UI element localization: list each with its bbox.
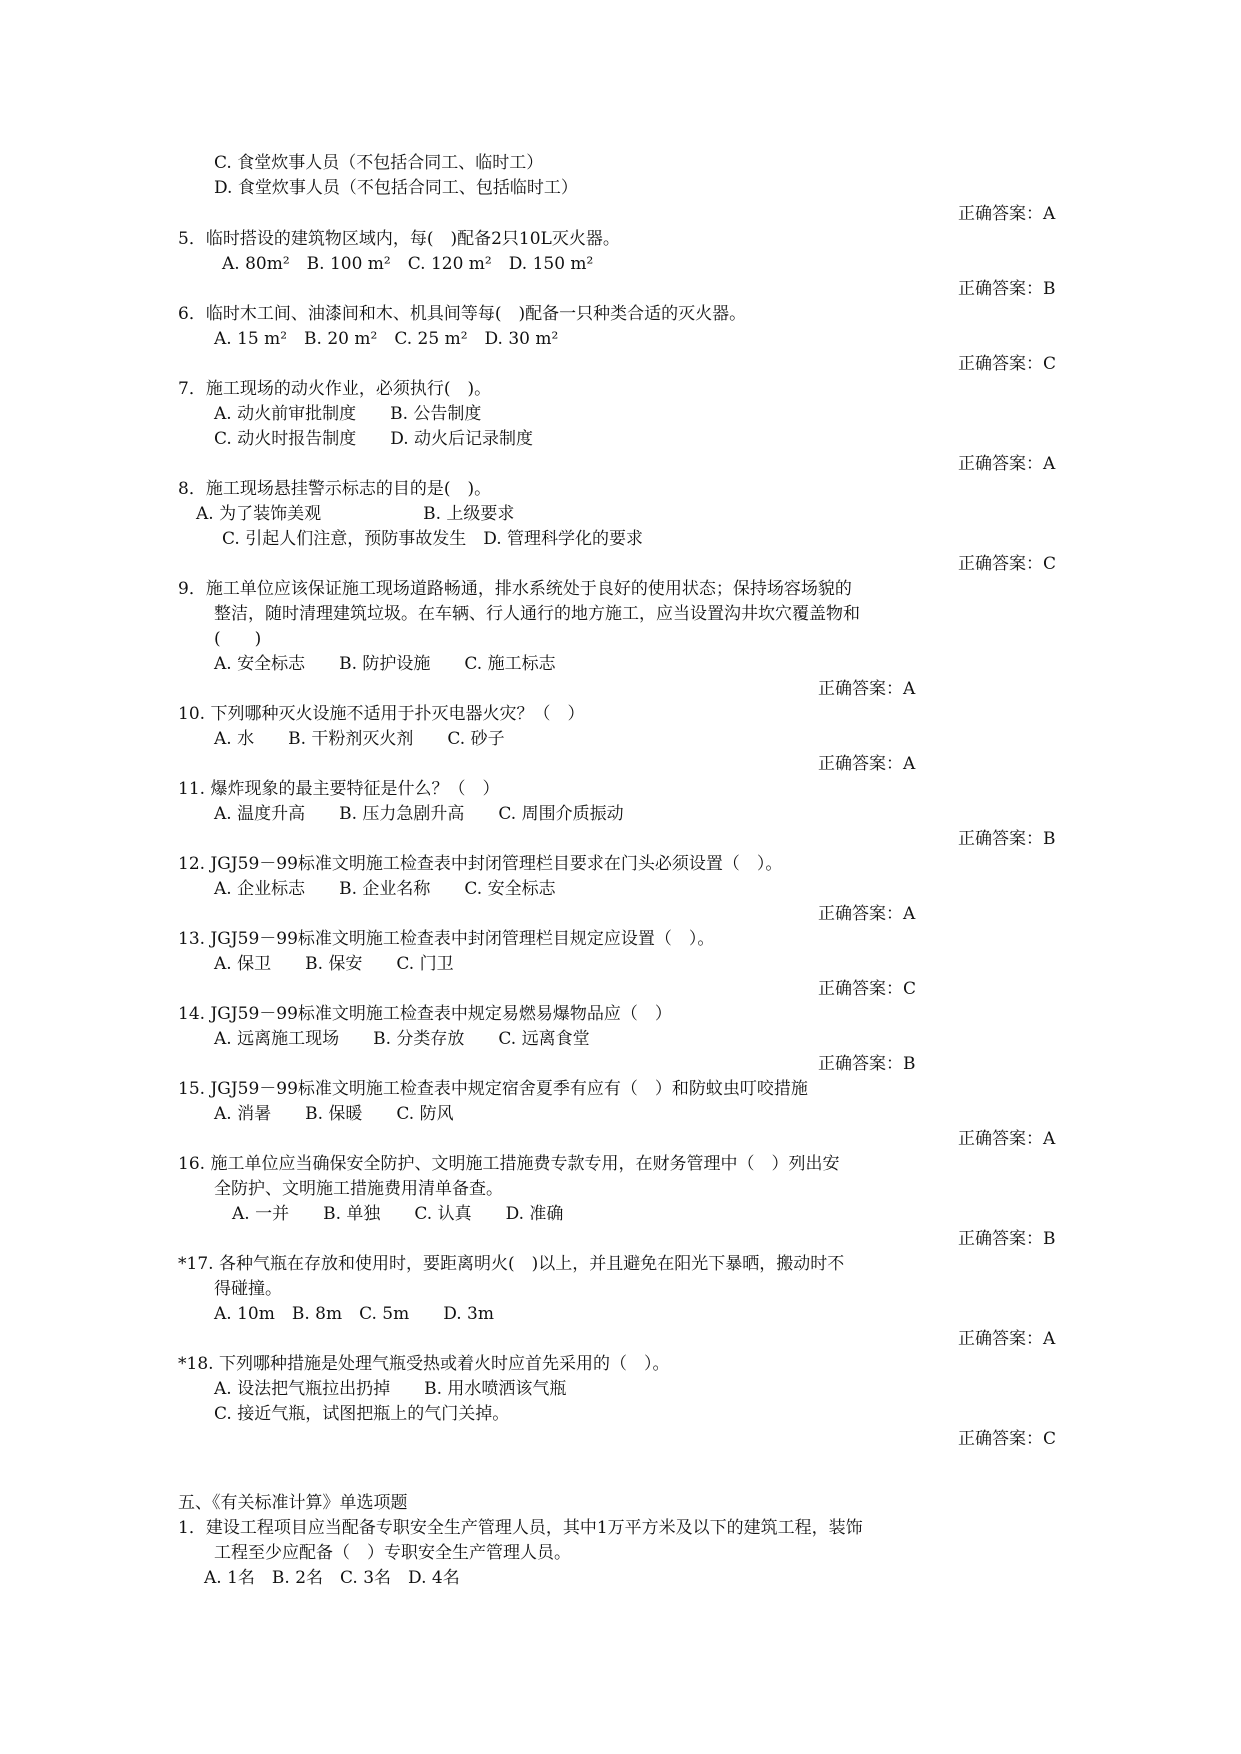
- option-line: C. 动火时报告制度 D. 动火后记录制度: [214, 429, 534, 449]
- option-line: D. 食堂炊事人员（不包括合同工、包括临时工）: [214, 178, 578, 198]
- question-16: 16. 施工单位应当确保安全防护、文明施工措施费专款专用，在财务管理中（ ）列出安: [178, 1154, 840, 1174]
- option-line: C. 接近气瓶，试图把瓶上的气门关掉。: [214, 1404, 510, 1424]
- answer-q11: 正确答案：B: [958, 829, 1056, 849]
- question-s5-1: 1．建设工程项目应当配备专职安全生产管理人员，其中1万平方米及以下的建筑工程，装饰: [178, 1518, 863, 1538]
- option-line: C. 引起人们注意，预防事故发生 D. 管理科学化的要求: [222, 529, 644, 549]
- answer-q14: 正确答案：B: [818, 1054, 916, 1074]
- question-17-cont: 得碰撞。: [214, 1279, 282, 1299]
- option-line: A. 企业标志 B. 企业名称 C. 安全标志: [214, 879, 556, 899]
- question-15: 15. JGJ59－99标准文明施工检查表中规定宿舍夏季有应有（ ）和防蚊虫叮咬措施: [178, 1079, 808, 1099]
- section-heading: 五、《有关标准计算》单选项题: [178, 1493, 408, 1513]
- question-9-cont: ( ): [214, 629, 262, 649]
- option-line: A. 一并 B. 单独 C. 认真 D. 准确: [232, 1204, 564, 1224]
- option-line: A. 安全标志 B. 防护设施 C. 施工标志: [214, 654, 556, 674]
- option-line: A. 为了装饰美观 B. 上级要求: [196, 504, 515, 524]
- option-line: A. 消暑 B. 保暖 C. 防风: [214, 1104, 454, 1124]
- question-13: 13. JGJ59－99标准文明施工检查表中封闭管理栏目规定应设置（ ）。: [178, 929, 715, 949]
- answer-q4: 正确答案：A: [958, 204, 1056, 224]
- question-5: 5．临时搭设的建筑物区域内，每( )配备2只10L灭火器。: [178, 229, 620, 249]
- question-s5-1-cont: 工程至少应配备（ ）专职安全生产管理人员。: [214, 1543, 571, 1563]
- option-line: A. 远离施工现场 B. 分类存放 C. 远离食堂: [214, 1029, 590, 1049]
- answer-q17: 正确答案：A: [958, 1329, 1056, 1349]
- option-line: C. 食堂炊事人员（不包括合同工、临时工）: [214, 153, 544, 173]
- option-line: A. 水 B. 干粉剂灭火剂 C. 砂子: [214, 729, 505, 749]
- question-11: 11. 爆炸现象的最主要特征是什么？（ ）: [178, 779, 500, 799]
- answer-q10: 正确答案：A: [818, 754, 916, 774]
- question-6: 6．临时木工间、油漆间和木、机具间等每( )配备一只种类合适的灭火器。: [178, 304, 747, 324]
- answer-q9: 正确答案：A: [818, 679, 916, 699]
- option-line: A. 保卫 B. 保安 C. 门卫: [214, 954, 454, 974]
- option-line: A. 设法把气瓶拉出扔掉 B. 用水喷洒该气瓶: [214, 1379, 567, 1399]
- answer-q16: 正确答案：B: [958, 1229, 1056, 1249]
- answer-q18: 正确答案：C: [958, 1429, 1057, 1449]
- answer-q6: 正确答案：C: [958, 354, 1057, 374]
- option-line: A. 动火前审批制度 B. 公告制度: [214, 404, 482, 424]
- question-18: *18. 下列哪种措施是处理气瓶受热或着火时应首先采用的（ ）。: [178, 1354, 670, 1374]
- answer-q12: 正确答案：A: [818, 904, 916, 924]
- answer-q13: 正确答案：C: [818, 979, 917, 999]
- option-line: A. 1名 B. 2名 C. 3名 D. 4名: [204, 1568, 460, 1588]
- question-7: 7．施工现场的动火作业，必须执行( )。: [178, 379, 492, 399]
- option-line: A. 80m² B. 100 m² C. 120 m² D. 150 m²: [222, 254, 594, 274]
- option-line: A. 15 m² B. 20 m² C. 25 m² D. 30 m²: [214, 329, 559, 349]
- question-16-cont: 全防护、文明施工措施费用清单备查。: [214, 1179, 503, 1199]
- question-9: 9．施工单位应该保证施工现场道路畅通，排水系统处于良好的使用状态；保持场容场貌的: [178, 579, 852, 599]
- option-line: A. 10m B. 8m C. 5m D. 3m: [214, 1304, 494, 1324]
- option-line: A. 温度升高 B. 压力急剧升高 C. 周围介质振动: [214, 804, 624, 824]
- answer-q15: 正确答案：A: [958, 1129, 1056, 1149]
- question-17: *17. 各种气瓶在存放和使用时，要距离明火( )以上，并且避免在阳光下暴晒，搬动时不: [178, 1254, 845, 1274]
- question-9-cont: 整洁，随时清理建筑垃圾。在车辆、行人通行的地方施工，应当设置沟井坎穴覆盖物和: [214, 604, 860, 624]
- question-14: 14. JGJ59－99标准文明施工检查表中规定易燃易爆物品应（ ）: [178, 1004, 672, 1024]
- question-8: 8．施工现场悬挂警示标志的目的是( )。: [178, 479, 492, 499]
- answer-q7: 正确答案：A: [958, 454, 1056, 474]
- answer-q5: 正确答案：B: [958, 279, 1056, 299]
- answer-q8: 正确答案：C: [958, 554, 1057, 574]
- question-10: 10. 下列哪种灭火设施不适用于扑灭电器火灾？（ ）: [178, 704, 585, 724]
- question-12: 12. JGJ59－99标准文明施工检查表中封闭管理栏目要求在门头必须设置（ ）。: [178, 854, 783, 874]
